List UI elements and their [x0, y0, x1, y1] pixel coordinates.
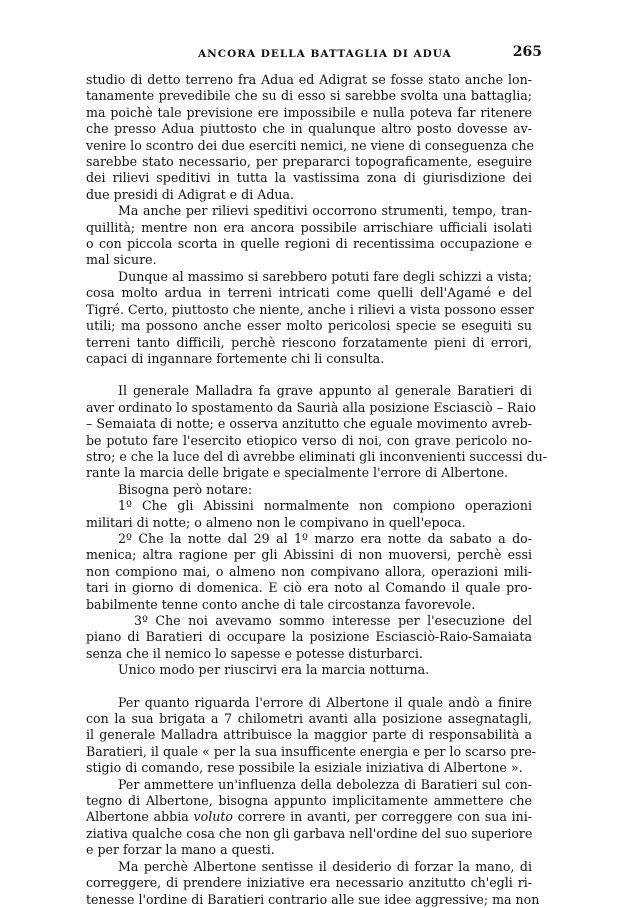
list-item-3: 3º Che noi avevamo sommo interesse per l'esecuzione del	[134, 613, 532, 628]
text-line: sarebbe stato necessario, per prepararci topograficamente, eseguire	[86, 154, 532, 170]
text-line: Dunque al massimo si sarebbero potuti fare degli schizzi a vista;	[118, 268, 532, 284]
text-line: tegno di Albertone, bisogna appunto implicitamente ammettere che	[86, 793, 532, 809]
text-line: babilmente tenne conto anche di tale circostanza favorevole.	[86, 596, 476, 612]
page-body	[86, 72, 548, 908]
list-item-1: 1º Che gli Abissini normalmente non compiono operazioni	[118, 498, 532, 514]
text-line: – Semaiata di notte; e osserva anzitutto che eguale movimento avreb-	[86, 416, 532, 432]
running-title: ANCORA DELLA BATTAGLIA DI ADUA	[198, 48, 452, 60]
text-line: dei rilievi speditivi in tutta la vastissima zona di giurisdizione dei	[86, 170, 532, 186]
text-line: Albertone abbia voluto correre in avanti, per correggere con sua ini-	[86, 809, 532, 825]
text-line: Per ammettere un'influenza della debolezza di Baratieri sul con-	[118, 776, 532, 792]
text-line: studio di detto terreno fra Adua ed Adigrat se fosse stato anche lon-	[86, 72, 532, 87]
text-line: senza che il nemico lo sapesse e potesse disturbarci.	[86, 645, 423, 661]
text-line: piano di Baratieri di occupare la posizione Esciasciò-Raio-Samaiata	[86, 629, 532, 645]
text-line: tari in giorno di domenica. E ciò era noto al Comando il quale pro-	[86, 580, 532, 596]
text-line: con la sua brigata a 7 chilometri avanti alla posizione assegnatagli,	[86, 711, 532, 727]
text-line: o con piccola scorta in quelle regioni di recentissima occupazione e	[86, 236, 532, 252]
page-number: 265	[512, 44, 542, 60]
text-line: aver ordinato lo spostamento da Saurià alla posizione Esciasciò – Raio	[86, 399, 536, 415]
text-line: Il generale Malladra fa grave appunto al generale Baratieri di	[118, 383, 532, 399]
text-line: Ma anche per rilievi speditivi occorrono strumenti, tempo, tran-	[118, 203, 532, 219]
text-line: rante la marcia delle brigate e specialmente l'errore di Albertone.	[86, 465, 509, 481]
text-line: quillità; mentre non era ancora possibile arrischiare ufficiali isolati	[86, 219, 532, 235]
text-line: ziativa qualche cosa che non gli garbava nell'ordine del suo superiore	[86, 825, 533, 841]
text-line: utili; ma possono anche esser molto pericolosi specie se eseguiti su	[86, 318, 532, 334]
text-line: il generale Malladra attribuisce la maggior parte di responsabilità a	[86, 727, 532, 743]
text-line: venire lo scontro dei due eserciti nemici, ne viene di conseguenza che	[86, 137, 535, 153]
text-line: Tigré. Certo, piuttosto che niente, anche i rilievi a vista possono esser	[86, 301, 534, 317]
text-line: tanamente prevedibile che su di esso si sarebbe svolta una battaglia;	[86, 88, 532, 104]
text-line: Baratieri, il quale « per la sua insufficente energia e per lo scarso pre-	[86, 743, 536, 759]
text-line: stigio di comando, rese possibile la esiziale iniziativa di Albertone ».	[86, 760, 523, 776]
text-line: terreni tanto difficili, perchè riescono forzatamente pieni di errori,	[86, 334, 532, 350]
text-line: due presidi di Adigrat e di Adua.	[86, 186, 295, 202]
text-line: Unico modo per riuscirvi era la marcia notturna.	[118, 662, 430, 678]
text-line: be potuto fare l'esercito etiopico verso di noi, con grave pericolo no-	[86, 432, 532, 448]
text-line: menica; altra ragione per gli Abissini di non muoversi, perchè essi	[86, 547, 532, 563]
text-line: militari di notte; o almeno non le compivano in quell'epoca.	[86, 514, 466, 530]
text-line: che presso Adua piuttosto che in qualunque altro posto dovesse av-	[86, 121, 532, 137]
text-line: tenesse l'ordine di Baratieri contrario alle sue idee aggressive; ma non	[86, 891, 540, 907]
text-line: non compiono mai, o almeno non compivano allora, operazioni mili-	[86, 563, 532, 579]
text-line: mal sicure.	[86, 252, 157, 268]
text-line: correggere, di prendere iniziative era necessario anzitutto ch'egli ri-	[86, 875, 532, 891]
text-line: Bisogna però notare:	[118, 481, 253, 497]
text-line: capaci di ingannare fortemente chi li consulta.	[86, 350, 385, 366]
text-line: stro; e che la luce del dì avrebbe eliminati gli inconvenienti successi du-	[86, 448, 548, 464]
text-line: ma poichè tale previsione ere impossibile e nulla poteva far ritenere	[86, 104, 532, 120]
text-line: cosa molto ardua in terreni intricati come quelli dell'Agamé e del	[86, 285, 532, 301]
text-line: e per forzar la mano a questi.	[86, 842, 275, 858]
text-line: Ma perchè Albertone sentisse il desiderio di forzar la mano, di	[118, 858, 532, 874]
text-line: Per quanto riguarda l'errore di Albertone il quale andò a finire	[118, 694, 532, 710]
list-item-2: 2º Che la notte dal 29 al 1º marzo era notte da sabato a do-	[118, 530, 532, 546]
